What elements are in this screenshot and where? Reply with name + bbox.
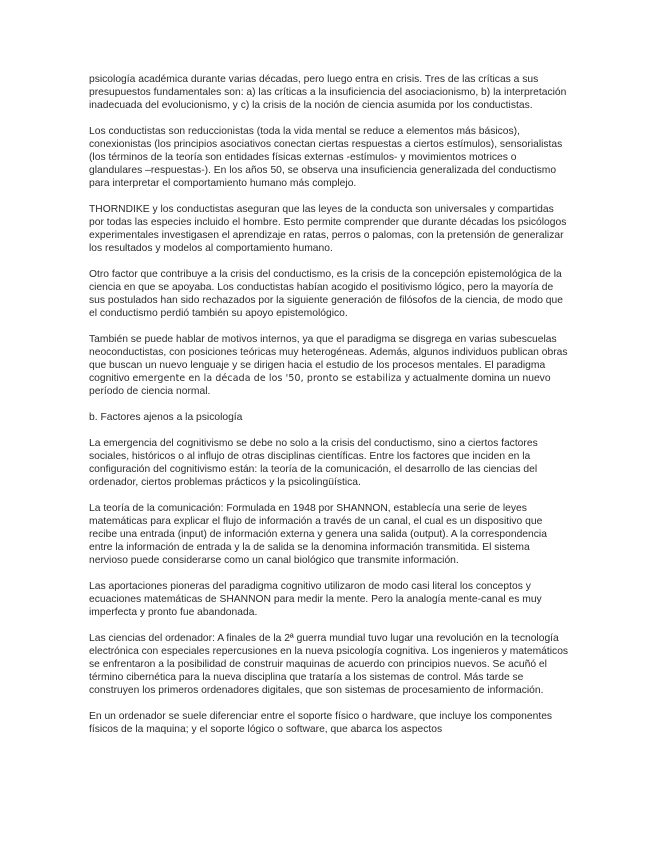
paragraph: Los conductistas son reduccionistas (toda la vida mental se reduce a elementos más básicos), conexionistas (los principios asociativos conectan ciertas respuestas a ciertos estímulos), sensorialistas (los términos de la teoría son entidades físicas externas -estímulos- y movimientos motrices o glandulares –respuestas-). En los años 50, se observa una insuficiencia generalizada del conductismo para interpretar el comportamiento humano más complejo. [89,126,563,189]
paragraph-text: También se puede hablar de motivos internos, ya que el paradigma se disgrega en varias subescuelas neoconductistas, con posiciones teóricas muy heterogéneas. Además, algunos individuos publican obras que buscan un nuevo lenguaje y se dirigen hacia el estudio de los procesos mentales. El paradigma cognitivo [89,334,568,384]
paragraph-text: y actualmente domina un nuevo período de ciencia normal. [89,373,551,397]
document-body [89,73,569,749]
paragraph [89,333,569,398]
paragraph: La emergencia del cognitivismo se debe no solo a la crisis del conductismo, sino a ciertos factores sociales, históricos o al influjo de otras disciplinas científicas. Entre los factores que inciden en la configuración del cognitivismo están: la teoría de la comunicación, el desarrollo de las ciencias del ordenador, ciertos problemas prácticos y la psicolingüística. [89,438,538,488]
paragraph: psicología académica durante varias décadas, pero luego entra en crisis. Tres de las críticas a sus presupuestos fundamentales son: a) las críticas a la insuficiencia del asociacionismo, b) la interpretación inadecuada del evolucionismo, y c) la crisis de la noción de ciencia asumida por los conductistas. [89,74,567,111]
paragraph: Las ciencias del ordenador: A finales de la 2ª guerra mundial tuvo lugar una revolución en la tecnología electrónica con especiales repercusiones en la nueva psicología cognitiva. Los ingenieros y matemáticos se enfrentaron a la posibilidad de construir maquinas de acuerdo con principios nuevos. Se acuñó el término cibernética para la nueva disciplina que trataría a los sistemas de control. Más tarde se construyen los primeros ordenadores digitales, que son sistemas de procesamiento de información. [89,633,569,696]
paragraph: Las aportaciones pioneras del paradigma cognitivo utilizaron de modo casi literal los conceptos y ecuaciones matemáticas de SHANNON para medir la mente. Pero la analogía mente-canal es muy imperfecta y pronto fue abandonada. [89,581,542,618]
paragraph: La teoría de la comunicación: Formulada en 1948 por SHANNON, establecía una serie de leyes matemáticas para explicar el flujo de información a través de un canal, el cual es un dispositivo que recibe una entrada (input) de información externa y genera una salida (output). A la correspondencia entre la información de entrada y la de salida se la denomina información transmitida. El sistema nervioso puede considerarse como un canal biológico que transmite información. [89,503,547,566]
paragraph: En un ordenador se suele diferenciar entre el soporte físico o hardware, que incluye los componentes físicos de la maquina; y el soporte lógico o software, que abarca los aspectos [89,711,553,735]
section-heading: b. Factores ajenos a la psicología [89,412,243,423]
paragraph: THORNDIKE y los conductistas aseguran que las leyes de la conducta son universales y compartidas por todas las especies incluido el hombre. Esto permite comprender que durante décadas los psicólogos experimentales investigasen el aprendizaje en ratas, perros o palomas, con la pretensión de generalizar los resultados y modelos al comportamiento humano. [89,204,567,254]
paragraph-text-alt-font: emergente en la década de los '50, pronto se estabiliza [132,373,402,384]
paragraph: Otro factor que contribuye a la crisis del conductismo, es la crisis de la concepción epistemológica de la ciencia en que se apoyaba. Los conductistas habían acogido el positivismo lógico, pero la mayoría de sus postulados han sido rechazados por la siguiente generación de filósofos de la ciencia, de modo que el conductismo perdió también su apoyo epistemológico. [89,269,563,319]
